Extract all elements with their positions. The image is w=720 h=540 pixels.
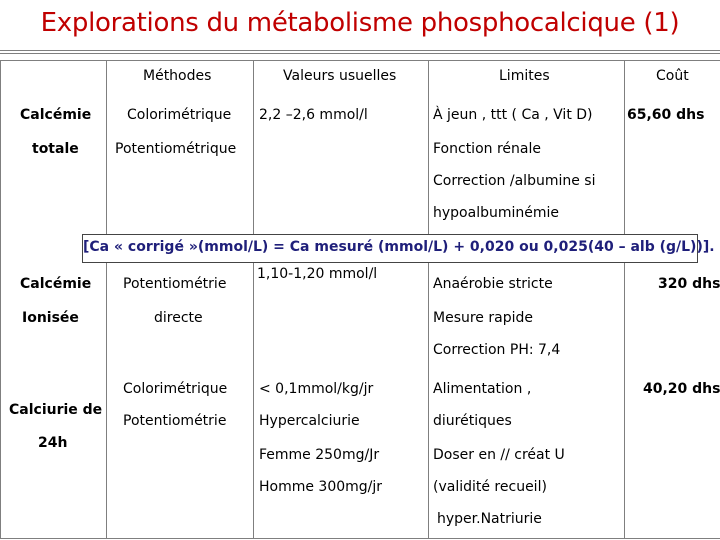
methode-potentiometrique: Potentiométrique: [115, 141, 237, 157]
title-rule: [0, 50, 720, 51]
cout-calcemie-ionisee: 320 dhs: [658, 276, 720, 292]
header-cout: Coût: [656, 68, 689, 84]
row-label-calcemie-ionisee-2: Ionisée: [22, 310, 79, 326]
methode-colorimetrique: Colorimétrique: [127, 107, 232, 123]
page-title: Explorations du métabolisme phosphocalcique (1): [40, 8, 680, 38]
valeur-homme: Homme 300mg/jr: [259, 479, 383, 495]
header-limites: Limites: [499, 68, 550, 84]
col-divider-4: [624, 60, 625, 539]
valeur-hypercalciurie: Hypercalciurie: [259, 413, 360, 429]
formula-ca-corrige: [Ca « corrigé »(mmol/L) = Ca mesuré (mmol/L) + 0,020 ou 0,025(40 – alb (g/L))].: [83, 239, 715, 255]
valeur-calciurie-norme: < 0,1mmol/kg/jr: [259, 381, 374, 397]
methode-potentiometrie: Potentiométrie: [123, 276, 227, 292]
cout-calcemie-totale: 65,60 dhs: [627, 107, 705, 123]
table-left-border: [0, 60, 1, 539]
header-valeurs-usuelles: Valeurs usuelles: [283, 68, 397, 84]
table-bottom-border: [0, 538, 720, 539]
row-label-calcemie-totale-1: Calcémie: [20, 107, 92, 123]
col-divider-1: [106, 60, 107, 539]
table-top-border: [0, 60, 720, 61]
limite-alimentation: Alimentation ,: [433, 381, 532, 397]
valeurs-calcemie-totale: 2,2 –2,6 mmol/l: [259, 107, 368, 123]
row-label-calcemie-totale-2: totale: [32, 141, 79, 157]
limite-doser-creat: Doser en // créat U: [433, 447, 565, 463]
limite-a-jeun: À jeun , ttt ( Ca , Vit D): [433, 107, 593, 123]
row-label-calciurie-2: 24h: [38, 435, 68, 451]
methode-directe: directe: [154, 310, 203, 326]
limite-validite-recueil: (validité recueil): [433, 479, 547, 495]
limite-mesure-rapide: Mesure rapide: [433, 310, 533, 326]
limite-diuretiques: diurétiques: [433, 413, 512, 429]
row-label-calcemie-ionisee-1: Calcémie: [20, 276, 92, 292]
methode-calciurie-colorimetrique: Colorimétrique: [123, 381, 228, 397]
limite-anaerobie: Anaérobie stricte: [433, 276, 553, 292]
row-label-calciurie-1: Calciurie de: [9, 402, 103, 418]
limite-correction-albumine: Correction /albumine si: [433, 173, 596, 189]
formula-box: [82, 234, 715, 263]
limite-hypoalbuminemie: hypoalbuminémie: [433, 205, 559, 221]
methode-calciurie-potentiometrie: Potentiométrie: [123, 413, 227, 429]
col-divider-2: [253, 60, 254, 539]
valeurs-calcemie-ionisee: 1,10-1,20 mmol/l: [257, 266, 378, 282]
limite-hypernatriurie: hyper.Natriurie: [437, 511, 542, 527]
limite-correction-ph: Correction PH: 7,4: [433, 342, 561, 358]
cout-calciurie: 40,20 dhs: [643, 381, 720, 397]
col-divider-3: [428, 60, 429, 539]
title-rule-2: [0, 53, 720, 54]
header-methodes: Méthodes: [143, 68, 212, 84]
valeur-femme: Femme 250mg/Jr: [259, 447, 380, 463]
limite-fonction-renale: Fonction rénale: [433, 141, 541, 157]
